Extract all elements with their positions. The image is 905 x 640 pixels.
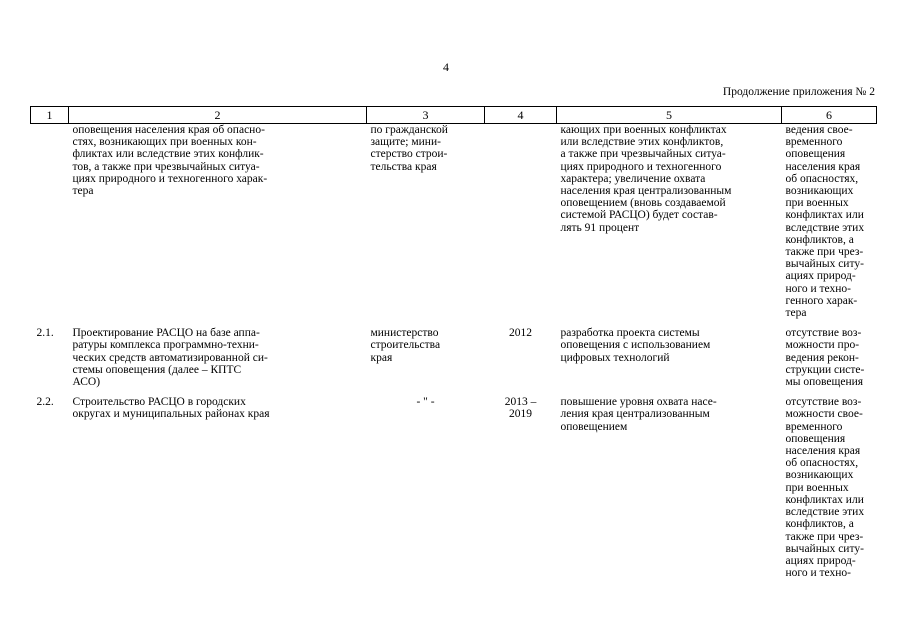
consequence: отсутствие воз- можности про- ведения рекон- струкции систе- мы оповещения (785, 327, 865, 389)
period: 2013 – 2019 (504, 396, 537, 421)
executor: министерство строительства края (370, 327, 441, 364)
measure-name: оповещения населения края об опасно- стях, возникающих при военных кон- фликтах или вследствие этих конфлик- тов, а также при чрезвычайных ситуа- циях природного и техногенного харак- тера (72, 124, 268, 198)
column-header-1: 1 (31, 107, 69, 124)
row-number: 2.1. (36, 327, 54, 340)
expected-result: кающих при военных конфликтах или вследствие этих конфликтов, а также при чрезвычайных ситуа- циях природного и техногенного характера; увеличение охвата населения края централизованным оповещением (вновь создаваемой системой РАСЦО) будет состав- лять 91 процент (560, 124, 732, 234)
period (485, 124, 557, 320)
expected-result: разработка проекта системы оповещения с использованием цифровых технологий (560, 327, 711, 364)
expected-result: повышение уровня охвата насе- ления края централизованным оповещением (560, 396, 717, 433)
column-header-4: 4 (485, 107, 557, 124)
executor: по гражданской защите; мини- стерство строи- тельства края (370, 124, 448, 173)
table-row (31, 319, 877, 388)
consequence: отсутствие воз- можности свое- временного оповещения населения края об опасностях, возникающих при военных конфликтах или вследствие этих конфликтов, а также при чрез- вычайных ситу- ациях природ- ного и техно- (785, 396, 865, 580)
appendix-table (30, 106, 877, 579)
row-number: 2.2. (36, 396, 54, 409)
table-row (31, 388, 877, 579)
column-header-6: 6 (782, 107, 877, 124)
column-header-3: 3 (367, 107, 485, 124)
period: 2012 (509, 327, 532, 340)
executor: - " - (416, 396, 435, 409)
column-header-5: 5 (557, 107, 782, 124)
table-row (31, 124, 877, 320)
column-header-2: 2 (69, 107, 367, 124)
measure-name: Проектирование РАСЦО на базе аппа- ратуры комплекса программно-техни- ческих средств автоматизированной си- стемы оповещения (далее – КПТС АСО) (72, 327, 268, 389)
page-number: 4 (443, 60, 449, 74)
row-number (31, 124, 69, 320)
measure-name: Строительство РАСЦО в городских округах и муниципальных районах края (72, 396, 270, 421)
consequence: ведения свое- временного оповещения населения края об опасностях, возникающих при военных конфликтах или вследствие этих конфликтов, а также при чрез- вычайных ситу- ациях природ- ного и техно- генного харак- тера (785, 124, 865, 320)
column-number-row (31, 107, 877, 124)
continuation-caption: Продолжение приложения № 2 (722, 86, 875, 98)
